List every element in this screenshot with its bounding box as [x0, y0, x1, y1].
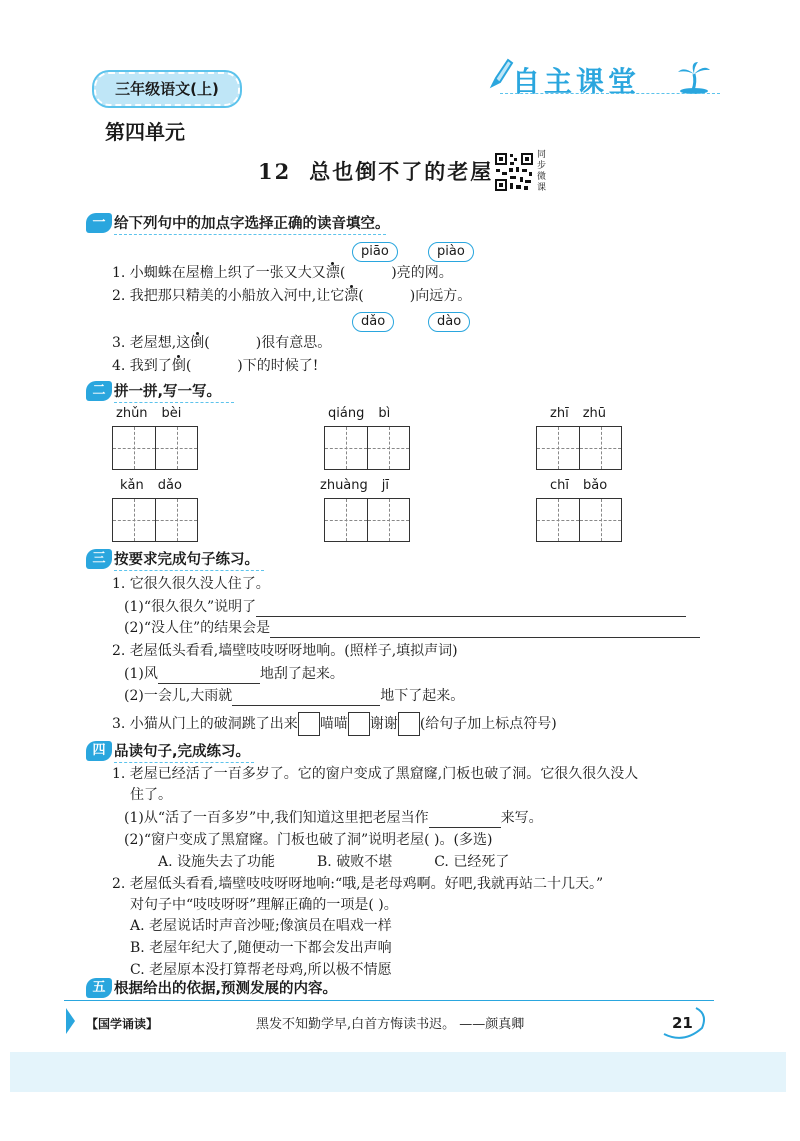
question-text: )亮的网。	[391, 265, 453, 281]
lesson-name: 总也倒不了的老屋	[309, 160, 494, 184]
question-line: (2)“窗户变成了黑窟窿。门板也破了洞”说明老屋( )。(多选)	[124, 832, 493, 848]
palm-tree-icon	[676, 60, 712, 94]
pinyin-label: zhī zhū	[550, 406, 606, 421]
writing-grid[interactable]	[112, 426, 198, 470]
question-text: (	[358, 288, 364, 304]
option-a[interactable]: A. 设施失去了功能	[158, 854, 276, 870]
dotted-char: 漂	[344, 288, 359, 304]
pinyin-label: qiáng bì	[328, 406, 391, 421]
option-row	[158, 852, 509, 872]
question-line: (2)“没人住”的结果会是	[124, 618, 700, 638]
question-line: (2)一会儿,大雨就 地下了起来。	[124, 688, 465, 704]
section-rule	[114, 402, 234, 403]
unit-title: 第四单元	[105, 120, 185, 144]
writing-grid[interactable]	[324, 498, 410, 542]
question-line: 对句子中“吱吱呀呀”理解正确的一项是( )。	[130, 897, 398, 913]
question-text: 4. 我到了	[112, 358, 172, 374]
pinyin-label: zhuàng jī	[320, 478, 389, 493]
pinyin-label: kǎn dǎo	[120, 478, 182, 493]
qr-code-icon[interactable]	[494, 152, 534, 192]
passage-line: 住了。	[130, 787, 172, 803]
pencil-icon	[486, 56, 514, 92]
question-line	[112, 263, 453, 283]
section-3-badge: 三	[86, 549, 112, 569]
answer-line[interactable]	[232, 689, 380, 706]
section-rule	[114, 234, 386, 235]
question-text: )很有意思。	[255, 335, 332, 351]
section-1-badge: 一	[86, 213, 112, 233]
section-4-badge: 四	[86, 741, 112, 761]
lesson-number: 12	[258, 159, 292, 184]
section-5-heading	[86, 977, 337, 999]
question-line	[112, 333, 331, 353]
punctuation-box[interactable]	[298, 712, 320, 736]
dotted-char: 倒	[190, 335, 205, 351]
answer-line[interactable]	[270, 621, 700, 638]
page-number: 21	[672, 1014, 693, 1032]
brand-underline	[500, 93, 720, 94]
section-5-badge: 五	[86, 978, 112, 998]
dotted-char: 倒	[171, 358, 186, 374]
footer-tag: 【国学诵读】	[86, 1017, 159, 1031]
writing-grid[interactable]	[536, 498, 622, 542]
question-text: 3. 老屋想,这	[112, 335, 191, 351]
punctuation-box[interactable]	[348, 712, 370, 736]
section-4-heading	[86, 740, 250, 762]
footer-quote: 黑发不知勤学早,白首方悔读书迟。 ——颜真卿	[256, 1017, 525, 1032]
question-text: (	[185, 358, 192, 374]
pinyin-option: piào	[428, 242, 474, 262]
section-1-heading	[86, 212, 390, 234]
pinyin-option: dào	[428, 312, 470, 332]
passage-line: 2. 老屋低头看看,墙壁吱吱呀呀地响:“哦,是老母鸡啊。好吧,我就再站二十几天。”	[112, 876, 604, 892]
answer-line[interactable]	[429, 811, 501, 828]
question-text: 2. 我把那只精美的小船放入河中,让它	[112, 288, 345, 304]
question-line: 1. 它很久很久没人住了。	[112, 576, 270, 592]
qr-label: 同步微课	[537, 150, 547, 193]
question-text: (	[339, 265, 346, 281]
question-line	[112, 356, 318, 376]
section-4-title: 品读句子,完成练习。	[114, 744, 251, 760]
option-a[interactable]: A. 老屋说话时声音沙哑;像演员在唱戏一样	[130, 918, 392, 934]
question-line: (1)“很久很久”说明了	[124, 597, 686, 617]
bottom-band	[10, 1052, 786, 1092]
passage-line: 1. 老屋已经活了一百多岁了。它的窗户变成了黑窟窿,门板也破了洞。它很久很久没人	[112, 766, 639, 782]
section-1-title: 给下列句中的加点字选择正确的读音填空。	[114, 216, 390, 232]
footer-divider	[64, 1000, 714, 1001]
pinyin-option: dǎo	[352, 312, 394, 332]
dotted-char: 漂	[325, 265, 340, 281]
writing-grid[interactable]	[112, 498, 198, 542]
answer-line[interactable]	[256, 600, 686, 617]
section-5-title: 根据给出的依据,预测发展的内容。	[114, 981, 338, 997]
writing-grid[interactable]	[536, 426, 622, 470]
punctuation-box[interactable]	[398, 712, 420, 736]
brand-title: 自主课堂	[512, 65, 641, 98]
section-rule	[114, 762, 254, 763]
question-text: (	[204, 335, 210, 351]
section-2-heading	[86, 380, 221, 402]
option-c[interactable]: C. 老屋原本没打算帮老母鸡,所以极不情愿	[130, 962, 392, 978]
answer-line[interactable]	[158, 667, 260, 684]
section-2-title: 拼一拼,写一写。	[114, 384, 222, 400]
option-c[interactable]: C. 已经死了	[434, 854, 510, 870]
pinyin-option: piāo	[352, 242, 398, 262]
section-rule	[114, 570, 264, 571]
grade-badge: 三年级语文(上)	[94, 72, 240, 106]
writing-grid[interactable]	[324, 426, 410, 470]
lesson-title	[258, 156, 493, 186]
section-2-badge: 二	[86, 381, 112, 401]
question-text: 1. 小蜘蛛在屋檐上织了一张又大又	[112, 265, 326, 281]
question-line: (1)从“活了一百多岁”中,我们知道这里把老屋当作 来写。	[124, 810, 543, 826]
pinyin-label: zhǔn bèi	[116, 406, 182, 421]
question-line: 2. 老屋低头看看,墙壁吱吱呀呀地响。(照样子,填拟声词)	[112, 643, 458, 659]
option-b[interactable]: B. 老屋年纪大了,随便动一下都会发出声响	[130, 940, 392, 956]
question-line	[112, 286, 471, 306]
question-text: )向远方。	[409, 288, 472, 304]
section-3-title: 按要求完成句子练习。	[114, 552, 259, 568]
question-text: )下的时候了!	[237, 358, 319, 374]
section-3-heading	[86, 548, 259, 570]
chevron-right-icon	[66, 1008, 75, 1034]
pinyin-label: chī bǎo	[550, 478, 608, 493]
question-line: 3. 小猫从门上的破洞跳了出来 喵喵 谢谢 (给句子加上标点符号)	[112, 712, 557, 736]
question-line: (1)风 地刮了起来。	[124, 666, 344, 682]
option-b[interactable]: B. 破败不堪	[317, 854, 393, 870]
